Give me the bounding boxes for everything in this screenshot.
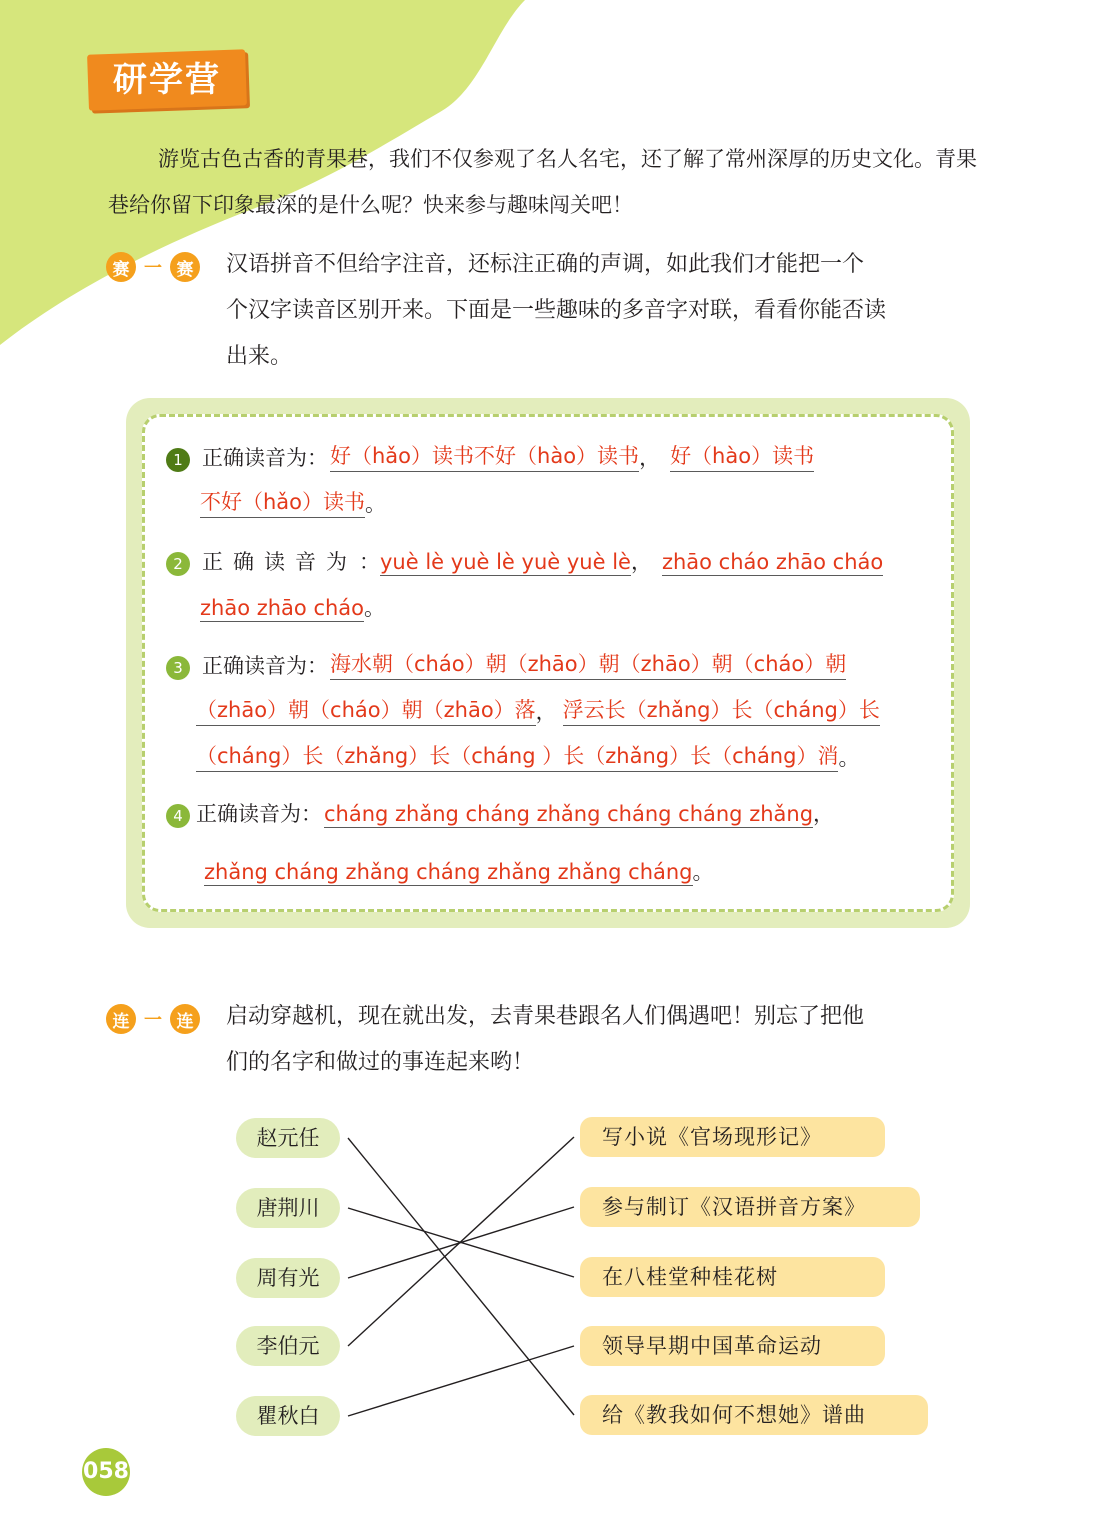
answer-text: 浮云长（zhǎng）长（cháng）长 (563, 694, 880, 726)
punctuation: ， (535, 700, 557, 724)
answer-line (166, 798, 834, 828)
punctuation: 。 (838, 746, 860, 770)
answer-text: （zhāo）朝（cháo）朝（zhāo）落 (196, 694, 536, 726)
punctuation: 。 (365, 492, 387, 516)
number-badge: 1 (166, 448, 190, 472)
tag-char-3: 赛 (170, 252, 200, 282)
tag-char-3: 连 (170, 1004, 200, 1034)
answer-text: cháng zhǎng cháng zhǎng cháng cháng zhǎng (324, 802, 814, 826)
punctuation: ， (639, 446, 661, 470)
answer-text: （cháng）长（zhǎng）长（cháng ）长（zhǎng）长（cháng）消 (196, 740, 838, 772)
answer-line (166, 440, 814, 472)
answer-label: 正确读音为： (202, 446, 328, 470)
section1-line: 汉语拼音不但给字注音，还标注正确的声调，如此我们才能把一个 (226, 252, 865, 277)
deed-pill-novel[interactable]: 写小说《官场现形记》 (580, 1117, 885, 1157)
answer-line (196, 694, 880, 726)
answer-label: 正确读音为 (202, 550, 357, 574)
answer-text: zhāo cháo zhāo cháo (661, 550, 884, 574)
page-number: 058 (82, 1448, 130, 1496)
section2-text (226, 994, 864, 1086)
name-pill-qu-qiubai[interactable]: 瞿秋白 (236, 1396, 340, 1436)
section2-line: 们的名字和做过的事连起来哟！ (226, 1050, 535, 1075)
punctuation: 。 (364, 596, 386, 620)
deed-pill-pinyin-scheme[interactable]: 参与制订《汉语拼音方案》 (580, 1187, 920, 1227)
answer-line (196, 740, 859, 772)
name-pill-li-boyuan[interactable]: 李伯元 (236, 1326, 340, 1366)
answer-text: 好（hǎo）读书不好（hào）读书 (330, 440, 639, 472)
name-pill-tang-jingchuan[interactable]: 唐荆川 (236, 1188, 340, 1228)
answer-text: zhǎng cháng zhǎng cháng zhǎng zhǎng cháng (204, 860, 693, 884)
number-badge: 2 (166, 552, 190, 576)
name-pill-zhou-youguang[interactable]: 周有光 (236, 1258, 340, 1298)
section-tag-compete (106, 252, 200, 282)
deed-pill-revolution[interactable]: 领导早期中国革命运动 (580, 1326, 885, 1366)
punctuation: ： (359, 550, 380, 574)
name-pill-zhao-yuanren[interactable]: 赵元任 (236, 1118, 340, 1158)
answer-line (204, 856, 714, 886)
answer-text: 好（hào）读书 (670, 440, 814, 472)
answer-text: yuè lè yuè lè yuè yuè lè (380, 550, 631, 574)
answer-label: 正确读音为： (202, 654, 328, 678)
tag-char-2: 一 (144, 1010, 162, 1031)
answer-line (200, 486, 386, 518)
number-badge: 3 (166, 656, 190, 680)
deed-pill-osmanthus[interactable]: 在八桂堂种桂花树 (580, 1257, 885, 1297)
section1-text (226, 242, 886, 380)
number-badge: 4 (166, 804, 190, 828)
answer-label: 正确读音为： (196, 802, 322, 826)
intro-paragraph: 游览古色古香的青果巷，我们不仅参观了名人名宅，还了解了常州深厚的历史文化。青果巷给你留下印象最深的是什么呢？快来参与趣味闯关吧！ (108, 147, 977, 217)
answer-text: 不好（hǎo）读书 (200, 486, 365, 518)
page-title: 研学营 (113, 60, 221, 100)
punctuation: 。 (692, 860, 714, 884)
answer-line (200, 592, 385, 622)
answer-text: zhāo zhāo cháo (200, 596, 365, 620)
section2-line: 启动穿越机，现在就出发，去青果巷跟名人们偶遇吧！别忘了把他 (226, 1004, 865, 1029)
answer-line (166, 546, 883, 576)
tag-char-1: 连 (106, 1004, 136, 1034)
tag-char-1: 赛 (106, 252, 136, 282)
answer-line (166, 648, 846, 680)
section-tag-match (106, 1004, 200, 1034)
section1-line: 个汉字读音区别开来。下面是一些趣味的多音字对联，看看你能否读 (226, 298, 887, 323)
punctuation: ， (813, 802, 835, 826)
deed-pill-song[interactable]: 给《教我如何不想她》谱曲 (580, 1395, 928, 1435)
section1-line: 出来。 (226, 344, 293, 369)
tag-char-2: 一 (144, 258, 162, 279)
answer-text: 海水朝（cháo）朝（zhāo）朝（zhāo）朝（cháo）朝 (330, 648, 846, 680)
punctuation: ， (630, 550, 652, 574)
